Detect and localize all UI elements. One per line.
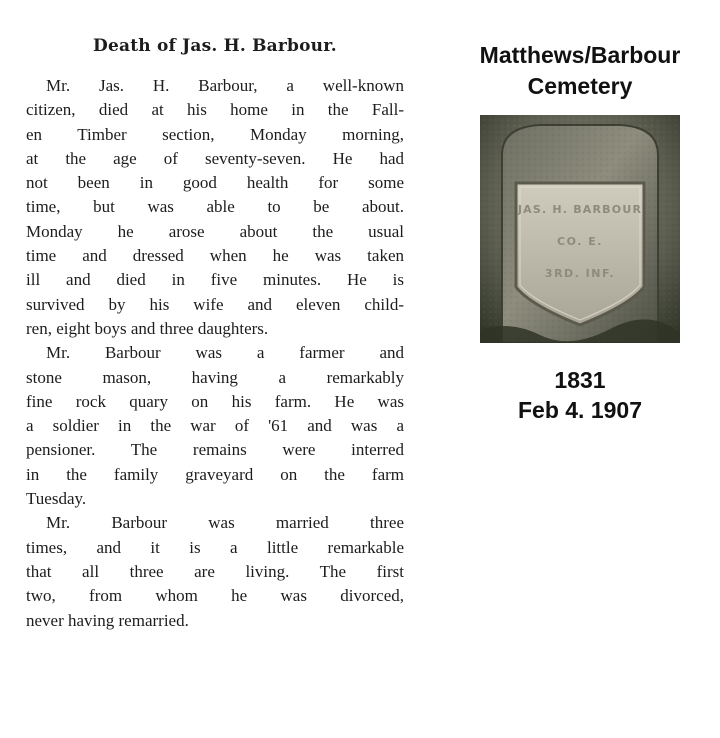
obituary-line: fine rock quary on his farm. He was [26,391,404,411]
headstone-photo [480,115,680,343]
obituary-line: at the age of seventy-seven. He had [26,148,404,168]
obituary-line: that all three are living. The first [26,561,404,581]
birth-year: 1831 [554,367,606,393]
obituary-line: not been in good health for some [26,173,404,193]
obituary-line: a soldier in the war of '61 and was a [26,416,404,436]
memorial-panel [440,40,720,425]
obituary-line: Mr. Jas. H. Barbour, a well-known [46,76,404,95]
obituary-line: ill and died in five minutes. He is [26,270,404,290]
cemetery-title-line1: Matthews/Barbour [479,42,681,68]
headstone-inscription-line1: JAS. H. BARBOUR [517,203,643,216]
obituary-line: time, but was able to be about. [26,197,404,217]
cemetery-title-line2: Cemetery [527,73,633,99]
life-dates [440,365,720,425]
obituary-paragraph [26,511,404,632]
obituary-paragraph [26,341,404,511]
obituary-paragraph [26,74,404,341]
obituary-line: en Timber section, Monday morning, [26,124,404,144]
obituary-line: pensioner. The remains were interred [26,440,404,460]
obituary-line: two, from whom he was divorced, [26,586,404,606]
obituary-line: Monday he arose about the usual [26,221,404,241]
death-date: Feb 4. 1907 [517,397,643,423]
obituary-line: Mr. Barbour was a farmer and [46,343,404,363]
obituary-line: in the family graveyard on the farm [26,464,404,484]
obituary-line: ren, eight boys and three daughters. [26,318,269,338]
obituary-body [26,74,404,633]
obituary-line: stone mason, having a remarkably [26,367,404,387]
obituary-line: times, and it is a little remarkable [26,537,404,557]
obituary-line: time and dressed when he was taken [26,246,404,266]
headstone-inscription-line2: CO. E. [557,235,603,248]
obituary-clipping [26,28,404,728]
obituary-line: Mr. Barbour was married three [46,513,404,533]
obituary-line: survived by his wife and eleven child- [26,294,404,314]
obituary-headline: Death of Jas. H. Barbour. [93,36,337,56]
obituary-line: Tuesday. [26,489,87,509]
obituary-line: citizen, died at his home in the Fall- [26,100,404,120]
obituary-line: never having remarried. [26,610,189,630]
headstone-inscription-line3: 3RD. INF. [544,267,616,280]
cemetery-title [440,40,720,102]
